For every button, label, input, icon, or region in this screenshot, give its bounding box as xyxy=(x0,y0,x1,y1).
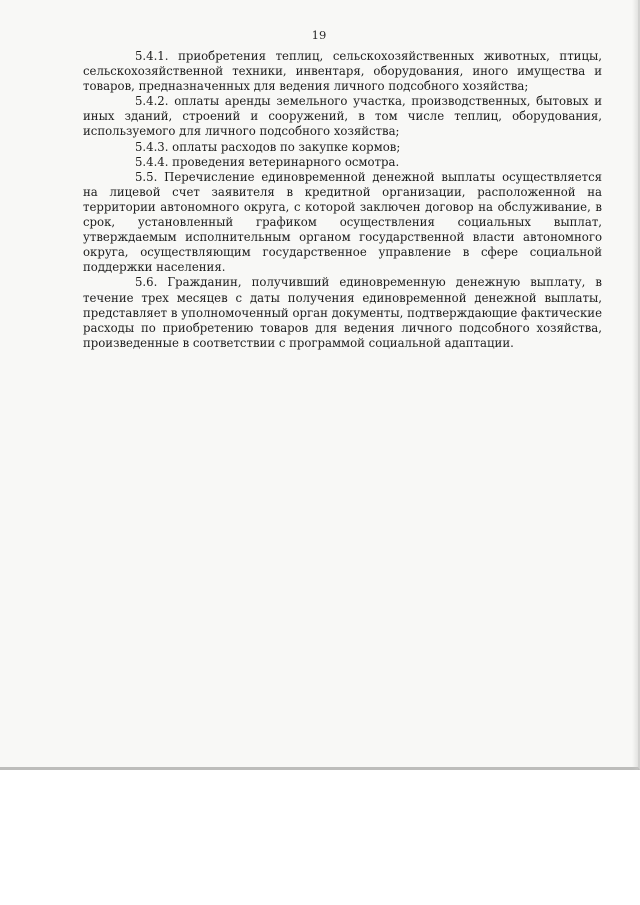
paragraph-5-6: 5.6. Гражданин, получивший единовременную денежную выплату, в течение трех месяцев с даты получения единовременной денежной выплаты, представляет в уполномоченный орган документы, подтверждающие фактические расходы по приобретению товаров для ведения личного подсобного хозяйства, произведенные в соответствии с программой социальной адаптации. xyxy=(83,275,602,350)
paragraph-5-5: 5.5. Перечисление единовременной денежной выплаты осуществляется на лицевой счет заявителя в кредитной организации, расположенной на территории автономного округа, с которой заключен договор на обслуживание, в срок, установленный графиком осуществления социальных выплат, утверждаемым исполнительным органом государственной власти автономного округа, осуществляющим государственное управление в сфере социальной поддержки населения. xyxy=(83,169,602,275)
paragraph-5-4-3: 5.4.3. оплаты расходов по закупке кормов; xyxy=(135,139,401,154)
paragraph-5-4-4: 5.4.4. проведения ветеринарного осмотра. xyxy=(135,154,400,169)
page-number: 19 xyxy=(311,28,327,42)
paragraph-5-4-1: 5.4.1. приобретения теплиц, сельскохозяйственных животных, птицы, сельскохозяйственной техники, инвентаря, оборудования, иного имущества и товаров, предназначенных для ведения личного подсобного хозяйства; xyxy=(83,49,602,94)
document-body xyxy=(83,49,602,351)
scan-edge-shadow xyxy=(632,0,638,770)
paragraph-5-4-2: 5.4.2. оплаты аренды земельного участка, производственных, бытовых и иных зданий, строений и сооружений, в том числе теплиц, оборудования, используемого для личного подсобного хозяйства; xyxy=(83,94,602,139)
